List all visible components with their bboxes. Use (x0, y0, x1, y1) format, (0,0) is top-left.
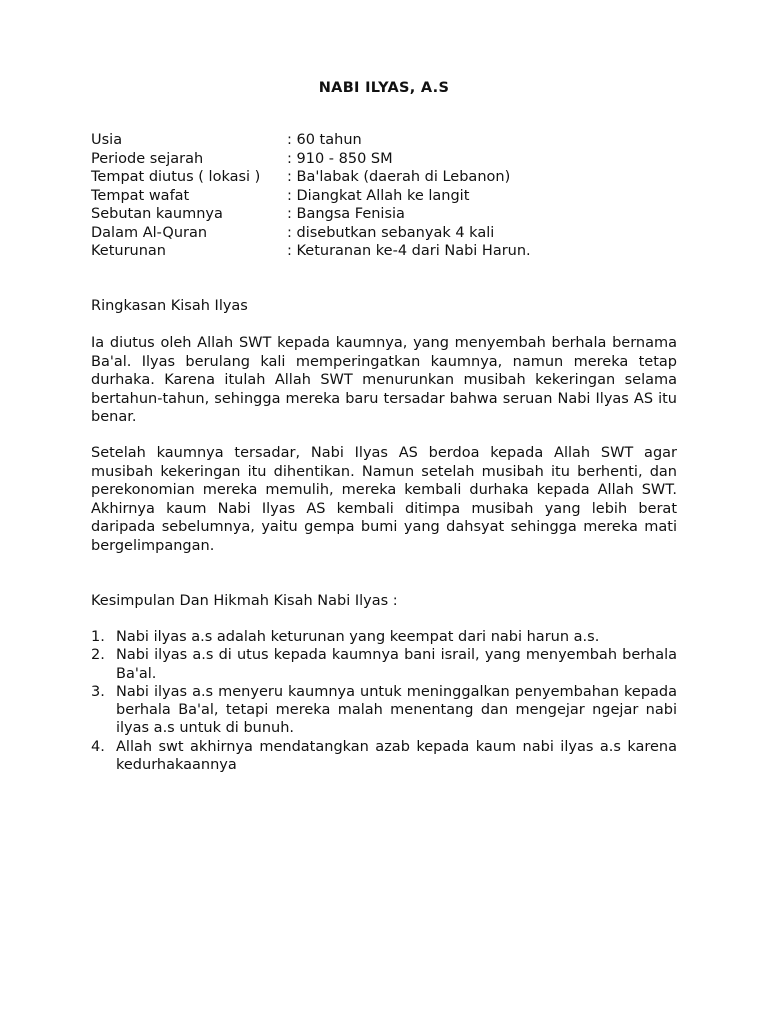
info-row-sebutan-kaum (91, 205, 531, 224)
info-value: : Ba'labak (daerah di Lebanon) (287, 169, 511, 185)
info-row-periode (91, 150, 531, 169)
list-item (91, 683, 677, 738)
list-item (91, 628, 677, 646)
info-label: Usia (91, 132, 123, 148)
conclusion-list (91, 628, 677, 774)
info-label: Sebutan kaumnya (91, 206, 223, 222)
list-number: 1. (91, 629, 105, 645)
info-label: Keturunan (91, 243, 166, 259)
info-row-tempat-wafat (91, 187, 531, 206)
list-number: 3. (91, 683, 105, 700)
info-label: Tempat wafat (91, 187, 190, 204)
info-value: : Keturanan ke-4 dari Nabi Harun. (287, 243, 531, 259)
info-value: : disebutkan sebanyak 4 kali (287, 224, 495, 241)
info-label: Tempat diutus ( lokasi ) (91, 169, 261, 185)
list-number: 4. (91, 738, 105, 755)
info-row-keturunan (91, 242, 531, 261)
summary-paragraph-1: Ia diutus oleh Allah SWT kepada kaumnya, yang menyembah berhala bernama Ba'al. Ilyas berulang kali memperingatkan kaumnya, namun mereka tetap durhaka. Karena itulah Allah SWT menurunkan musibah kekeringan selama bertahun-tahun, sehingga mereka baru tersadar bahwa seruan Nabi Ilyas AS itu benar. (91, 335, 677, 426)
info-value: : Bangsa Fenisia (287, 206, 405, 222)
document-title: NABI ILYAS, A.S (318, 80, 450, 96)
conclusion-heading: Kesimpulan Dan Hikmah Kisah Nabi Ilyas : (91, 593, 398, 609)
info-value: : 60 tahun (287, 132, 362, 148)
list-number: 2. (91, 647, 105, 664)
list-text: Nabi ilyas a.s di utus kepada kaumnya bani israil, yang menyembah berhala Ba'al. (116, 647, 677, 682)
info-table (91, 131, 531, 261)
info-value: : Diangkat Allah ke langit (287, 187, 470, 204)
list-text: Nabi ilyas a.s adalah keturunan yang keempat dari nabi harun a.s. (116, 629, 600, 645)
list-text: Nabi ilyas a.s menyeru kaumnya untuk meninggalkan penyembahan kepada berhala Ba'al, tetapi mereka malah menentang dan mengejar ngejar nabi ilyas a.s untuk di bunuh. (116, 683, 677, 737)
info-row-usia (91, 131, 531, 150)
info-label: Dalam Al-Quran (91, 224, 208, 241)
info-row-tempat-diutus (91, 168, 531, 187)
summary-heading: Ringkasan Kisah Ilyas (91, 298, 248, 314)
list-text: Allah swt akhirnya mendatangkan azab kepada kaum nabi ilyas a.s karena kedurhakaannya (116, 738, 677, 774)
info-label: Periode sejarah (91, 150, 204, 167)
list-item (91, 738, 677, 775)
info-row-al-quran (91, 224, 531, 243)
info-value: : 910 - 850 SM (287, 150, 393, 167)
summary-paragraph-2: Setelah kaumnya tersadar, Nabi Ilyas AS berdoa kepada Allah SWT agar musibah kekeringan itu dihentikan. Namun setelah musibah itu berhenti, dan perekonomian mereka memulih, mereka kembali durhaka kepada Allah SWT. Akhirnya kaum Nabi Ilyas AS kembali ditimpa musibah yang lebih berat daripada sebelumnya, yaitu gempa bumi yang dahsyat sehingga mereka mati bergelimpangan. (91, 445, 677, 554)
list-item (91, 646, 677, 683)
